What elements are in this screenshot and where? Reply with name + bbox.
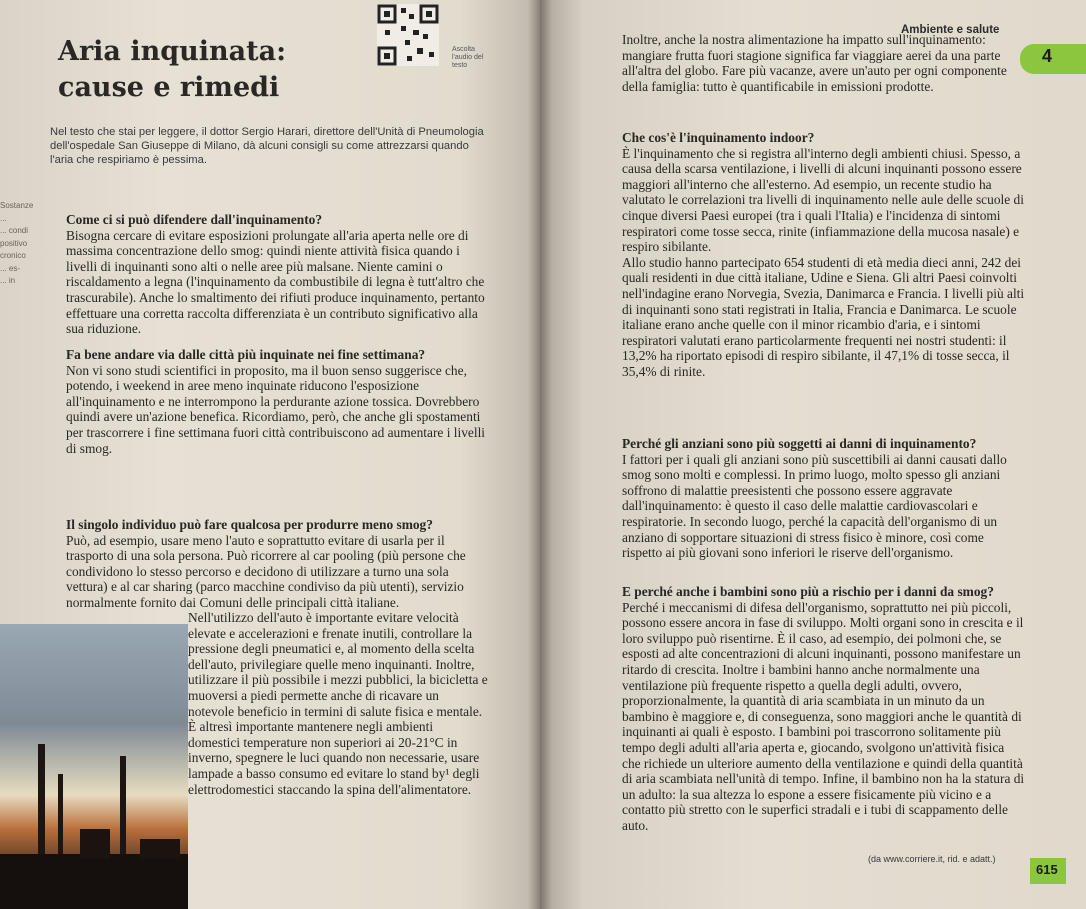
chapter-tab xyxy=(1020,44,1086,74)
section-4 xyxy=(622,130,1026,380)
section-1 xyxy=(66,212,486,337)
section-heading: Perché gli anziani sono più soggetti ai danni di inquinamento? xyxy=(622,436,977,451)
source-citation: (da www.corriere.it, rid. e adatt.) xyxy=(868,854,996,864)
section-body: È altresì importante mantenere negli ambienti domestici temperature non superiori ai 20-21°C in inverno, spegnere le luci quando non necessarie, usare lampade a basso consumo ed evitare lo stand by¹ degli elettrodomestici staccando la spina dell'alimentatore. xyxy=(188,719,480,797)
qr-caption: Ascolta l'audio del testo xyxy=(452,46,484,69)
photo-wrapped-text xyxy=(188,610,488,797)
title-line-1: Aria inquinata: xyxy=(58,36,287,67)
chapter-number: 4 xyxy=(1042,46,1053,66)
section-body: Nell'utilizzo dell'auto è importante evitare velocità elevate e accelerazioni e frenate inutili, controllare la pressione degli pneumatici e, al momento della scelta dell'auto, privilegiare quelle meno inquinanti. Inoltre, utilizzare il più possibile i mezzi pubblici, la bicicletta e muoversi a piedi permette anche di ricavare un notevole beneficio in termini di salute fisica e mentale. xyxy=(188,610,488,719)
section-heading: Il singolo individuo può fare qualcosa per produrre meno smog? xyxy=(66,517,433,532)
margin-note: Sostanze xyxy=(0,201,34,210)
margin-note: positivo xyxy=(0,238,28,248)
section-body: È l'inquinamento che si registra all'interno degli ambienti chiusi. Spesso, a causa della scarsa ventilazione, i livelli di alcuni inquinanti possono essere maggiori all'interno che all'esterno. Ad esempio, un recente studio ha valutato le correlazioni tra livelli di inquinamento nelle aule delle scuole di cinque diversi Paesi europei (tra i quali l'Italia) e l'incidenza di sintomi respiratori come tosse secca, rinite (infiammazione della mucosa nasale) e respiro sibilante. xyxy=(622,145,1024,255)
page-number: 615 xyxy=(1036,862,1058,877)
section-body: Inoltre, anche la nostra alimentazione ha impatto sull'inquinamento: mangiare frutta fuori stagione significa far viaggiare aerei da una parte all'altra del globo. Fare più vacanze, avere un'auto per ogni componente della famiglia: tutto è quantificabile in emissioni prodotte. xyxy=(622,32,1007,94)
margin-note: ... es- xyxy=(0,263,21,273)
section-body: Bisogna cercare di evitare esposizioni prolungate all'aria aperta nelle ore di massima concentrazione dello smog: quindi niente attività fisica quando i livelli di inquinanti sono alti o nelle aree più malsane. Niente camini o riscaldamento a legna (l'inquinamento da combustibile di legna è tutt'altro che trascurabile). Anche lo smaltimento dei rifiuti produce inquinamento, pertanto effettuare una corretta raccolta differenziata è un contributo significativo alla sua riduzione. xyxy=(66,227,485,337)
section-heading: Fa bene andare via dalle città più inquinate nei fine settimana? xyxy=(66,347,426,362)
section-body: Perché i meccanismi di difesa dell'organismo, soprattutto nei più piccoli, possono essere ancora in fase di sviluppo. Molti organi sono in crescita e il loro sviluppo può risentirne. È il caso, ad esempio, dei polmoni che, se esposti ad alte concentrazioni di alcuni inquinanti, possono manifestare un ritardo di crescita. Inoltre i bambini hanno anche normalmente una ventilazione più frequente rispetto a quella degli adulti, ovvero, proporzionalmente, la quantità di aria scambiata in un minuto da un bambino è maggiore e, di conseguenza, sono maggiori anche le quantità di inquinanti ai quali è esposto. I bambini poi trascorrono solitamente più tempo degli adulti all'aria aperta e, giocando, svolgono un'attività fisica che richiede un ulteriore aumento della ventilazione e quindi della quantità di aria scambiata nell'unità di tempo. Infine, il bambino non ha la statura di un adulto: la sua altezza lo espone a essere fisicamente più vicino e a contatto più stretto con le superfici stradali e i tubi di scappamento delle auto. xyxy=(622,599,1025,833)
margin-note: ... in xyxy=(0,276,16,285)
page-title xyxy=(58,34,286,106)
chapter-label: Ambiente e salute xyxy=(901,24,1000,36)
industrial-smog-photo xyxy=(0,624,188,909)
section-5 xyxy=(622,436,1026,561)
section-3 xyxy=(66,517,486,611)
left-page xyxy=(0,0,540,909)
right-intro xyxy=(622,32,1022,94)
section-6 xyxy=(622,584,1026,834)
section-body: I fattori per i quali gli anziani sono più suscettibili ai danni causati dallo smog sono molti e complessi. In primo luogo, molto spesso gli anziani soffrono di malattie preesistenti che possono essere aggravate dall'inquinamento: è questo il caso delle malattie cardiovascolari e respiratorie. In secondo luogo, perché la capacità dell'organismo di un anziano di sopportare situazioni di stress fisico è minore, così come rispetto ai più giovani sono inferiori le riserve dell'organismo. xyxy=(622,451,1007,561)
margin-note: cronico xyxy=(0,251,26,260)
section-body: Allo studio hanno partecipato 654 studenti di età media dieci anni, 242 dei quali residenti in due città italiane, Udine e Siena. Gli altri Paesi coinvolti nell'indagine erano Norvegia, Svezia, Danimarca e Francia. I livelli più alti di inquinanti sono stati registrati in Italia, Francia e Danimarca. Le scuole italiane erano anche quelle con il minor ricambio d'aria, e i sintomi respiratori valutati erano particolarmente frequenti nei nostri studenti: il 13,2% ha riportato episodi di respiro sibilante, il 47,1% di tosse secca, il 35,4% di rinite. xyxy=(622,254,1025,379)
title-line-2: cause e rimedi xyxy=(58,72,280,103)
section-heading: Che cos'è l'inquinamento indoor? xyxy=(622,130,815,145)
margin-note: ... condi xyxy=(0,226,29,235)
section-body: Non vi sono studi scientifici in proposito, ma il buon senso suggerisce che, potendo, i weekend in aree meno inquinate riducono l'esposizione all'inquinamento e ne interrompono la perdurante azione tossica. Dovrebbero quindi avere un'azione benefica. Ricordiamo, però, che anche gli spostamenti per trascorrere i fine settimana fuori città contribuiscono ad aumentare i livelli di smog. xyxy=(66,362,486,456)
intro-paragraph: Nel testo che stai per leggere, il dottor Sergio Harari, direttore dell'Unità di Pneumologia dell'ospedale San Giuseppe di Milano, dà alcuni consigli su come attrezzarsi quando l'aria che respiriamo è pessima. xyxy=(50,126,484,166)
book-gutter xyxy=(528,0,552,909)
margin-note: ... xyxy=(0,213,7,223)
section-heading: Come ci si può difendere dall'inquinamento? xyxy=(66,212,323,227)
section-heading: E perché anche i bambini sono più a rischio per i danni da smog? xyxy=(622,584,994,599)
margin-notes xyxy=(0,200,46,288)
qr-code-icon[interactable] xyxy=(377,4,439,66)
section-2 xyxy=(66,347,486,456)
section-body: Può, ad esempio, usare meno l'auto e soprattutto evitare di usarla per il trasporto di una sola persona. Può ricorrere al car pooling (più persone che condividono lo stesso percorso e decidono di utilizzare a turno una sola vettura) e al car sharing (parco macchine condiviso da più utenti), servizio normalmente fornito dai Comuni delle principali città italiane. xyxy=(66,532,466,610)
